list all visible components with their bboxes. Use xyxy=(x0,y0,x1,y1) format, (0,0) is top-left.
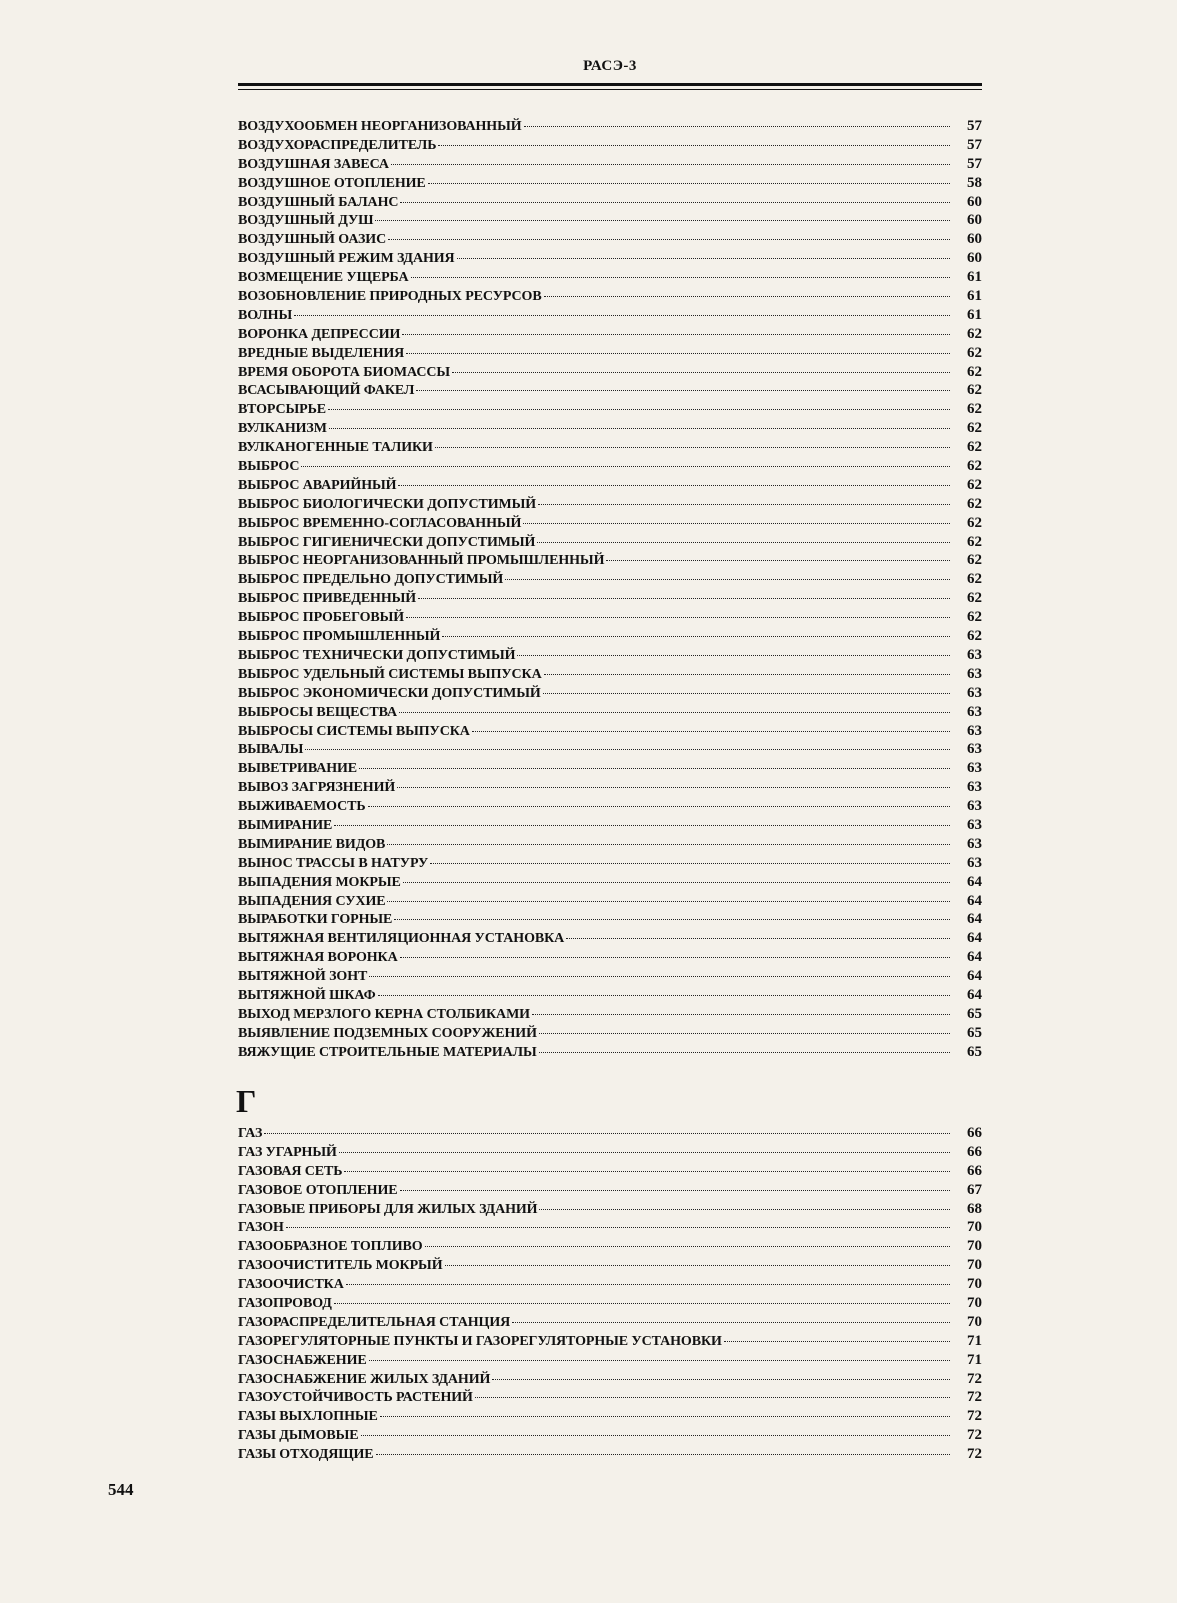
toc-entry-page: 57 xyxy=(967,136,982,153)
dot-leader xyxy=(305,749,950,750)
toc-entry-term: ВЫМИРАНИЕ ВИДОВ xyxy=(238,836,386,852)
toc-entry-page: 61 xyxy=(967,306,982,323)
toc-entry-term: ГАЗОВОЕ ОТОПЛЕНИЕ xyxy=(238,1182,398,1198)
toc-entry-page: 62 xyxy=(967,628,982,645)
toc-entry-page: 62 xyxy=(967,420,982,437)
toc-entry xyxy=(238,476,982,495)
toc-entry xyxy=(238,438,982,457)
toc-entry xyxy=(238,797,982,816)
toc-entry xyxy=(238,495,982,514)
toc-entry xyxy=(238,722,982,741)
toc-entry-term: ВЫБРОС УДЕЛЬНЫЙ СИСТЕМЫ ВЫПУСКА xyxy=(238,666,542,682)
dot-leader xyxy=(435,447,950,448)
toc-entry xyxy=(238,929,982,948)
toc-entry xyxy=(238,363,982,382)
toc-entry-page: 61 xyxy=(967,288,982,305)
toc-entry-page: 65 xyxy=(967,1043,982,1060)
dot-leader xyxy=(524,126,950,127)
toc-entry-page: 61 xyxy=(967,269,982,286)
toc-entry-page: 63 xyxy=(967,779,982,796)
toc-entry xyxy=(238,287,982,306)
toc-entry-term: ВЫБРОС ПРЕДЕЛЬНО ДОПУСТИМЫЙ xyxy=(238,572,504,588)
toc-entry-term: ВЫВЕТРИВАНИЕ xyxy=(238,761,358,777)
toc-entry-term: ГАЗОПРОВОД xyxy=(238,1296,332,1312)
toc-entry xyxy=(238,514,982,533)
toc-entry-page: 63 xyxy=(967,835,982,852)
toc-entry-term: ГАЗЫ ОТХОДЯЩИЕ xyxy=(238,1447,374,1463)
toc-entry-page: 63 xyxy=(967,798,982,815)
dot-leader xyxy=(402,334,950,335)
toc-entry xyxy=(238,1218,982,1237)
dot-leader xyxy=(286,1227,950,1228)
toc-entry-page: 70 xyxy=(967,1238,982,1255)
dot-leader xyxy=(346,1284,950,1285)
dot-leader xyxy=(394,919,950,920)
dot-leader xyxy=(452,372,950,373)
toc-entry xyxy=(238,854,982,873)
toc-entry xyxy=(238,1407,982,1426)
toc-entry xyxy=(238,1275,982,1294)
toc-entry xyxy=(238,608,982,627)
toc-entry-term: ВЫМИРАНИЕ xyxy=(238,817,333,833)
toc-entry-term: ВОЗДУШНАЯ ЗАВЕСА xyxy=(238,156,389,172)
toc-entry-page: 62 xyxy=(967,363,982,380)
toc-entry-term: ВЫБРОС АВАРИЙНЫЙ xyxy=(238,477,397,493)
toc-entry-term: ГАЗОРЕГУЛЯТОРНЫЕ ПУНКТЫ И ГАЗОРЕГУЛЯТОРНЫЕ УСТАНОВКИ xyxy=(238,1333,722,1349)
toc-entry-term: ВЫБРОС ПРОМЫШЛЕННЫЙ xyxy=(238,629,441,645)
toc-entry-term: ГАЗОВЫЕ ПРИБОРЫ ДЛЯ ЖИЛЫХ ЗДАНИЙ xyxy=(238,1201,538,1217)
toc-entry-page: 62 xyxy=(967,325,982,342)
toc-entry xyxy=(238,174,982,193)
toc-entry-page: 64 xyxy=(967,873,982,890)
toc-entry-page: 62 xyxy=(967,571,982,588)
toc-entry-term: ВЫТЯЖНОЙ ШКАФ xyxy=(238,987,376,1003)
dot-leader xyxy=(442,636,950,637)
toc-entry xyxy=(238,193,982,212)
toc-entry-page: 63 xyxy=(967,722,982,739)
dot-leader xyxy=(328,409,950,410)
toc-entry-term: ВСАСЫВАЮЩИЙ ФАКЕЛ xyxy=(238,383,415,399)
toc-entry-page: 66 xyxy=(967,1162,982,1179)
dot-leader xyxy=(378,995,951,996)
dot-leader xyxy=(523,523,950,524)
toc-entry xyxy=(238,703,982,722)
toc-entry-term: ВЫБРОС ГИГИЕНИЧЕСКИ ДОПУСТИМЫЙ xyxy=(238,534,536,550)
toc-entry xyxy=(238,759,982,778)
toc-entry-page: 64 xyxy=(967,892,982,909)
toc-entry-term: ГАЗОН xyxy=(238,1220,284,1236)
toc-entry-page: 72 xyxy=(967,1389,982,1406)
toc-entry xyxy=(238,344,982,363)
toc-entry-page: 63 xyxy=(967,684,982,701)
toc-entry-term: ВЫБРОС ПРИВЕДЕННЫЙ xyxy=(238,591,417,607)
toc-entry-page: 62 xyxy=(967,609,982,626)
toc-entry xyxy=(238,1388,982,1407)
toc-entry xyxy=(238,948,982,967)
toc-entry-page: 66 xyxy=(967,1143,982,1160)
dot-leader xyxy=(406,353,950,354)
toc-entry xyxy=(238,1043,982,1062)
toc-entry xyxy=(238,570,982,589)
toc-entry xyxy=(238,816,982,835)
toc-entry-term: ВОЗДУШНЫЙ ОАЗИС xyxy=(238,232,387,248)
toc-entry-term: ГАЗООЧИСТИТЕЛЬ МОКРЫЙ xyxy=(238,1258,443,1274)
toc-entry xyxy=(238,457,982,476)
dot-leader xyxy=(538,504,950,505)
toc-entry-term: ВЫБРОС БИОЛОГИЧЕСКИ ДОПУСТИМЫЙ xyxy=(238,496,537,512)
toc-entry xyxy=(238,400,982,419)
toc-entry xyxy=(238,1332,982,1351)
toc-entry-term: ВЫБРОСЫ СИСТЕМЫ ВЫПУСКА xyxy=(238,723,470,739)
toc-entry xyxy=(238,986,982,1005)
toc-entry-page: 70 xyxy=(967,1257,982,1274)
page-header: РАСЭ-3 xyxy=(583,58,637,74)
toc-entry-page: 64 xyxy=(967,911,982,928)
toc-entry-page: 70 xyxy=(967,1295,982,1312)
toc-entry-term: ВЫБРОС ПРОБЕГОВЫЙ xyxy=(238,610,405,626)
toc-entry-page: 63 xyxy=(967,760,982,777)
toc-entry xyxy=(238,268,982,287)
toc-entry-term: ВОЗДУШНЫЙ БАЛАНС xyxy=(238,194,399,210)
toc-entry-page: 71 xyxy=(967,1351,982,1368)
toc-entry-term: ВТОРСЫРЬЕ xyxy=(238,402,327,418)
toc-entry-term: ВОЛНЫ xyxy=(238,307,293,323)
dot-leader xyxy=(724,1341,950,1342)
toc-entry xyxy=(238,551,982,570)
toc-entry-term: ГАЗЫ ДЫМОВЫЕ xyxy=(238,1428,359,1444)
toc-entry-term: ВОЗДУХООБМЕН НЕОРГАНИЗОВАННЫЙ xyxy=(238,119,522,134)
toc-entry-term: ВЫВАЛЫ xyxy=(238,742,304,758)
toc-entry-term: ГАЗОСНАБЖЕНИЕ ЖИЛЫХ ЗДАНИЙ xyxy=(238,1371,491,1387)
toc-entry xyxy=(238,1005,982,1024)
toc-entry-page: 70 xyxy=(967,1219,982,1236)
toc-entry-term: ВЫЯВЛЕНИЕ ПОДЗЕМНЫХ СООРУЖЕНИЙ xyxy=(238,1025,537,1041)
toc-entry xyxy=(238,117,982,136)
dot-leader xyxy=(512,1322,950,1323)
toc-entry-term: ГАЗОУСТОЙЧИВОСТЬ РАСТЕНИЙ xyxy=(238,1390,473,1406)
toc-entry-page: 60 xyxy=(967,212,982,229)
dot-leader xyxy=(329,428,950,429)
toc-entry-page: 71 xyxy=(967,1332,982,1349)
toc-entry-term: ВОЗДУШНЫЙ ДУШ xyxy=(238,213,374,229)
dot-leader xyxy=(397,787,950,788)
toc-entry-page: 72 xyxy=(967,1370,982,1387)
dot-leader xyxy=(369,976,950,977)
dot-leader xyxy=(425,1246,950,1247)
toc-entry-page: 62 xyxy=(967,552,982,569)
dot-leader xyxy=(430,863,950,864)
toc-entry xyxy=(238,533,982,552)
toc-section-v xyxy=(238,117,982,1062)
toc-entry-term: ВЫБРОС xyxy=(238,459,300,475)
toc-entry xyxy=(238,230,982,249)
dot-leader xyxy=(359,768,950,769)
toc-entry-page: 62 xyxy=(967,590,982,607)
toc-entry xyxy=(238,1351,982,1370)
dot-leader xyxy=(403,882,950,883)
toc-entry-page: 67 xyxy=(967,1181,982,1198)
toc-entry xyxy=(238,419,982,438)
toc-entry xyxy=(238,740,982,759)
dot-leader xyxy=(532,1014,950,1015)
dot-leader xyxy=(334,1303,950,1304)
dot-leader xyxy=(264,1133,950,1134)
toc-entry-page: 63 xyxy=(967,741,982,758)
dot-leader xyxy=(391,164,950,165)
toc-entry-term: ВОЗОБНОВЛЕНИЕ ПРИРОДНЫХ РЕСУРСОВ xyxy=(238,289,542,305)
toc-entry xyxy=(238,1256,982,1275)
toc-section-g xyxy=(238,1124,982,1464)
toc-entry-term: ВЫПАДЕНИЯ СУХИЕ xyxy=(238,893,386,909)
toc-entry-term: ВОЗДУШНЫЙ РЕЖИМ ЗДАНИЯ xyxy=(238,251,455,267)
toc-entry xyxy=(238,910,982,929)
dot-leader xyxy=(539,1033,950,1034)
toc-entry-term: ВРЕМЯ ОБОРОТА БИОМАССЫ xyxy=(238,364,451,380)
toc-entry-term: ГАЗОВАЯ СЕТЬ xyxy=(238,1163,343,1179)
toc-entry-page: 60 xyxy=(967,193,982,210)
toc-entry xyxy=(238,1143,982,1162)
toc-entry-term: ВЫБРОС ВРЕМЕННО-СОГЛАСОВАННЫЙ xyxy=(238,515,522,531)
toc-entry xyxy=(238,381,982,400)
dot-leader xyxy=(294,315,950,316)
toc-entry-term: ГАЗ УГАРНЫЙ xyxy=(238,1144,337,1160)
toc-entry xyxy=(238,1445,982,1464)
toc-entry-page: 62 xyxy=(967,382,982,399)
toc-entry-page: 62 xyxy=(967,476,982,493)
dot-leader xyxy=(369,1360,950,1361)
toc-entry-page: 63 xyxy=(967,703,982,720)
toc-entry-page: 64 xyxy=(967,930,982,947)
toc-entry xyxy=(238,892,982,911)
toc-entry-page: 63 xyxy=(967,816,982,833)
dot-leader xyxy=(416,390,950,391)
dot-leader xyxy=(411,277,950,278)
toc-entry xyxy=(238,1124,982,1143)
dot-leader xyxy=(543,693,950,694)
toc-entry xyxy=(238,1426,982,1445)
dot-leader xyxy=(334,825,950,826)
dot-leader xyxy=(361,1435,951,1436)
toc-entry-term: ВЫБРОС ЭКОНОМИЧЕСКИ ДОПУСТИМЫЙ xyxy=(238,685,541,701)
dot-leader xyxy=(438,145,950,146)
dot-leader xyxy=(301,466,950,467)
dot-leader xyxy=(566,938,950,939)
toc-entry-page: 64 xyxy=(967,986,982,1003)
toc-entry xyxy=(238,778,982,797)
dot-leader xyxy=(428,183,950,184)
toc-entry-page: 62 xyxy=(967,514,982,531)
toc-entry-page: 72 xyxy=(967,1427,982,1444)
dot-leader xyxy=(418,598,950,599)
toc-entry-page: 60 xyxy=(967,250,982,267)
dot-leader xyxy=(387,844,950,845)
dot-leader xyxy=(517,655,950,656)
toc-entry xyxy=(238,967,982,986)
header-rule-thin xyxy=(238,89,982,90)
toc-entry xyxy=(238,325,982,344)
toc-entry xyxy=(238,1181,982,1200)
toc-entry-term: ГАЗЫ ВЫХЛОПНЫЕ xyxy=(238,1409,378,1425)
toc-entry-term: ГАЗОРАСПРЕДЕЛИТЕЛЬНАЯ СТАНЦИЯ xyxy=(238,1314,511,1330)
dot-leader xyxy=(457,258,950,259)
toc-entry-page: 70 xyxy=(967,1313,982,1330)
toc-entry-term: ГАЗ xyxy=(238,1126,263,1141)
toc-entry-term: ВЫТЯЖНАЯ ВОРОНКА xyxy=(238,950,398,966)
toc-entry-term: ВЫЖИВАЕМОСТЬ xyxy=(238,799,366,815)
toc-entry-term: ВЫНОС ТРАССЫ В НАТУРУ xyxy=(238,855,429,871)
toc-entry xyxy=(238,1162,982,1181)
dot-leader xyxy=(368,806,950,807)
toc-entry xyxy=(238,665,982,684)
toc-entry-page: 65 xyxy=(967,1024,982,1041)
toc-entry-term: ГАЗООЧИСТКА xyxy=(238,1277,344,1293)
toc-entry-term: ВЫРАБОТКИ ГОРНЫЕ xyxy=(238,912,393,928)
dot-leader xyxy=(400,957,950,958)
dot-leader xyxy=(400,1190,951,1191)
dot-leader xyxy=(388,239,950,240)
toc-entry xyxy=(238,1024,982,1043)
toc-entry-term: ВУЛКАНОГЕННЫЕ ТАЛИКИ xyxy=(238,440,433,456)
toc-entry-term: ВЫБРОС ТЕХНИЧЕСКИ ДОПУСТИМЫЙ xyxy=(238,647,516,663)
dot-leader xyxy=(539,1052,950,1053)
toc-entry-page: 62 xyxy=(967,439,982,456)
toc-entry-term: ВЫТЯЖНАЯ ВЕНТИЛЯЦИОННАЯ УСТАНОВКА xyxy=(238,931,565,947)
dot-leader xyxy=(380,1416,950,1417)
dot-leader xyxy=(376,1454,950,1455)
dot-leader xyxy=(606,560,950,561)
header-rule xyxy=(238,83,982,86)
toc-entry-page: 62 xyxy=(967,533,982,550)
toc-entry-term: ВЫВОЗ ЗАГРЯЗНЕНИЙ xyxy=(238,780,396,796)
toc-entry xyxy=(238,1237,982,1256)
toc-entry-term: ВОЗДУШНОЕ ОТОПЛЕНИЕ xyxy=(238,175,426,191)
toc-entry xyxy=(238,136,982,155)
toc-entry-page: 60 xyxy=(967,231,982,248)
dot-leader xyxy=(399,712,950,713)
toc-entry-page: 62 xyxy=(967,344,982,361)
toc-entry xyxy=(238,873,982,892)
toc-entry-page: 58 xyxy=(967,174,982,191)
toc-entry-page: 63 xyxy=(967,854,982,871)
toc-entry-term: ВРЕДНЫЕ ВЫДЕЛЕНИЯ xyxy=(238,345,405,361)
toc-entry-page: 65 xyxy=(967,1005,982,1022)
toc-entry-page: 64 xyxy=(967,949,982,966)
dot-leader xyxy=(544,296,950,297)
toc-entry-page: 62 xyxy=(967,495,982,512)
toc-entry-term: ВЫБРОСЫ ВЕЩЕСТВА xyxy=(238,704,398,720)
toc-entry-page: 63 xyxy=(967,665,982,682)
toc-entry-page: 57 xyxy=(967,118,982,134)
toc-entry xyxy=(238,589,982,608)
toc-entry-page: 72 xyxy=(967,1408,982,1425)
dot-leader xyxy=(492,1379,950,1380)
toc-entry-page: 70 xyxy=(967,1276,982,1293)
toc-entry-page: 68 xyxy=(967,1200,982,1217)
toc-entry-term: ГАЗООБРАЗНОЕ ТОПЛИВО xyxy=(238,1239,423,1255)
toc-entry xyxy=(238,306,982,325)
toc-entry-term: ВЫПАДЕНИЯ МОКРЫЕ xyxy=(238,874,401,890)
toc-entry-term: ВОРОНКА ДЕПРЕССИИ xyxy=(238,326,401,342)
dot-leader xyxy=(475,1397,950,1398)
toc-entry xyxy=(238,1370,982,1389)
toc-entry xyxy=(238,684,982,703)
toc-entry xyxy=(238,211,982,230)
dot-leader xyxy=(400,202,950,203)
toc-entry-term: ГАЗОСНАБЖЕНИЕ xyxy=(238,1352,367,1368)
toc-entry-term: ВОЗМЕЩЕНИЕ УЩЕРБА xyxy=(238,270,409,286)
toc-entry-term: ВЫБРОС НЕОРГАНИЗОВАННЫЙ ПРОМЫШЛЕННЫЙ xyxy=(238,553,605,569)
toc-entry-page: 62 xyxy=(967,401,982,418)
page-number: 544 xyxy=(108,1480,134,1499)
toc-entry xyxy=(238,1294,982,1313)
dot-leader xyxy=(339,1152,950,1153)
toc-entry-term: ВЯЖУЩИЕ СТРОИТЕЛЬНЫЕ МАТЕРИАЛЫ xyxy=(238,1044,537,1060)
toc-entry-page: 72 xyxy=(967,1446,982,1463)
toc-entry xyxy=(238,155,982,174)
toc-entry-page: 57 xyxy=(967,155,982,172)
toc-entry xyxy=(238,249,982,268)
dot-leader xyxy=(539,1209,950,1210)
toc-entry-page: 64 xyxy=(967,968,982,985)
toc-entry-page: 62 xyxy=(967,458,982,475)
dot-leader xyxy=(544,674,950,675)
section-letter-g: Г xyxy=(236,1083,257,1119)
dot-leader xyxy=(505,579,950,580)
toc-entry-page: 66 xyxy=(967,1125,982,1141)
dot-leader xyxy=(472,731,950,732)
dot-leader xyxy=(445,1265,951,1266)
toc-entry xyxy=(238,1200,982,1219)
toc-entry xyxy=(238,627,982,646)
dot-leader xyxy=(406,617,950,618)
dot-leader xyxy=(344,1171,950,1172)
dot-leader xyxy=(537,542,950,543)
toc-entry xyxy=(238,835,982,854)
toc-entry-page: 63 xyxy=(967,646,982,663)
toc-entry xyxy=(238,1313,982,1332)
toc-entry-term: ВЫХОД МЕРЗЛОГО КЕРНА СТОЛБИКАМИ xyxy=(238,1006,530,1022)
toc-entry-term: ВОЗДУХОРАСПРЕДЕЛИТЕЛЬ xyxy=(238,137,437,153)
toc-entry-term: ВУЛКАНИЗМ xyxy=(238,421,327,437)
dot-leader xyxy=(375,220,950,221)
toc-entry-term: ВЫТЯЖНОЙ ЗОНТ xyxy=(238,969,368,985)
toc-entry xyxy=(238,646,982,665)
dot-leader xyxy=(387,901,950,902)
dot-leader xyxy=(398,485,950,486)
